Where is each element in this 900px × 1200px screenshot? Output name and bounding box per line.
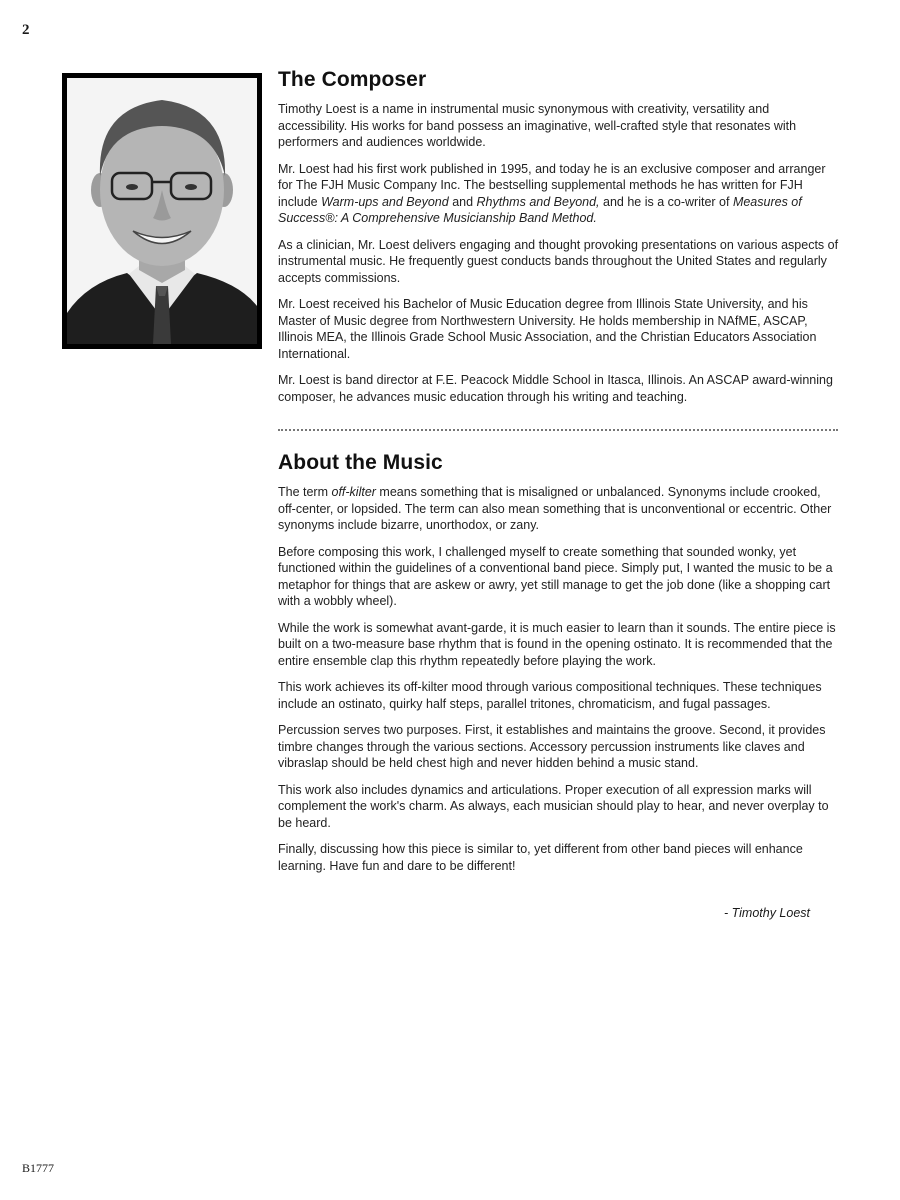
page-number: 2 xyxy=(22,22,30,38)
music-paragraph-7: Finally, discussing how this piece is similar to, yet different from other band pieces will enhance learning. Have fun and dare to be different! xyxy=(278,842,803,873)
signature: - Timothy Loest xyxy=(723,906,810,920)
composer-photo xyxy=(62,73,262,349)
composer-paragraph-2: Mr. Loest had his first work published in 1995, and today he is an exclusive composer and arranger for The FJH Music Company Inc. The bestselling supplemental methods he has written for FJH include Warm-ups and Beyond and Rhythms and Beyond, and he is a co-writer of Measures of Success®: A Comprehensive Musicianship Band Method. xyxy=(278,161,826,225)
music-section xyxy=(278,451,840,920)
music-paragraph-5: Percussion serves two purposes. First, it establishes and maintains the groove. Second, it provides timbre changes through the various sections. Accessory percussion instruments like claves and vibraslap should be held chest high and never hidden behind a music stand. xyxy=(278,723,826,770)
music-paragraph-1: The term off-kilter means something that is misaligned or unbalanced. Synonyms include crooked, off-center, or lopsided. The term can also mean something that is unconventional or eccentric. Other synonyms include bizarre, unorthodox, or zany. xyxy=(278,485,832,532)
main-content xyxy=(278,68,840,920)
music-paragraph-4: This work achieves its off-kilter mood through various compositional techniques. These techniques include an ostinato, quirky half steps, parallel tritones, chromaticism, and fugal passages. xyxy=(278,680,822,711)
composer-paragraph-5: Mr. Loest is band director at F.E. Peacock Middle School in Itasca, Illinois. An ASCAP award-winning composer, he advances music education through his writing and teaching. xyxy=(278,373,833,404)
composer-heading: The Composer xyxy=(278,68,427,91)
composer-portrait-image xyxy=(67,78,257,344)
music-paragraph-2: Before composing this work, I challenged myself to create something that sounded wonky, yet functioned within the guidelines of a conventional band piece. Simply put, I wanted the music to be a metaphor for things that are askew or awry, yet still manage to get the job done (like a shopping cart with a wobbly wheel). xyxy=(278,544,833,608)
composer-paragraph-1: Timothy Loest is a name in instrumental music synonymous with creativity, versatility and accessibility. His works for band possess an imaginative, well-crafted style that resonates with performers and audiences worldwide. xyxy=(278,102,797,149)
composer-paragraph-3: As a clinician, Mr. Loest delivers engaging and thought provoking presentations on various aspects of instrumental music. He frequently guest conducts bands throughout the United States and regularly accepts commissions. xyxy=(278,237,839,285)
composer-paragraph-4: Mr. Loest received his Bachelor of Music Education degree from Illinois State University, and his Master of Music degree from Northwestern University. He holds membership in NAfME, ASCAP, Illinois MEA, the Illinois Grade School Music Association, and the Christian Educators Association International. xyxy=(278,297,817,361)
footer-code: B1777 xyxy=(22,1161,55,1175)
music-heading: About the Music xyxy=(278,451,443,474)
section-divider xyxy=(278,429,838,431)
music-paragraph-3: While the work is somewhat avant-garde, it is much easier to learn than it sounds. The entire piece is built on a two-measure base rhythm that is found in the opening ostinato. It is recommended that the entire ensemble clap this rhythm repeatedly before playing the work. xyxy=(278,620,836,668)
composer-section xyxy=(278,68,840,405)
music-paragraph-6: This work also includes dynamics and articulations. Proper execution of all expression marks will complement the work's charm. As always, each musician should play to hear, and never overplay to be heard. xyxy=(278,782,829,830)
